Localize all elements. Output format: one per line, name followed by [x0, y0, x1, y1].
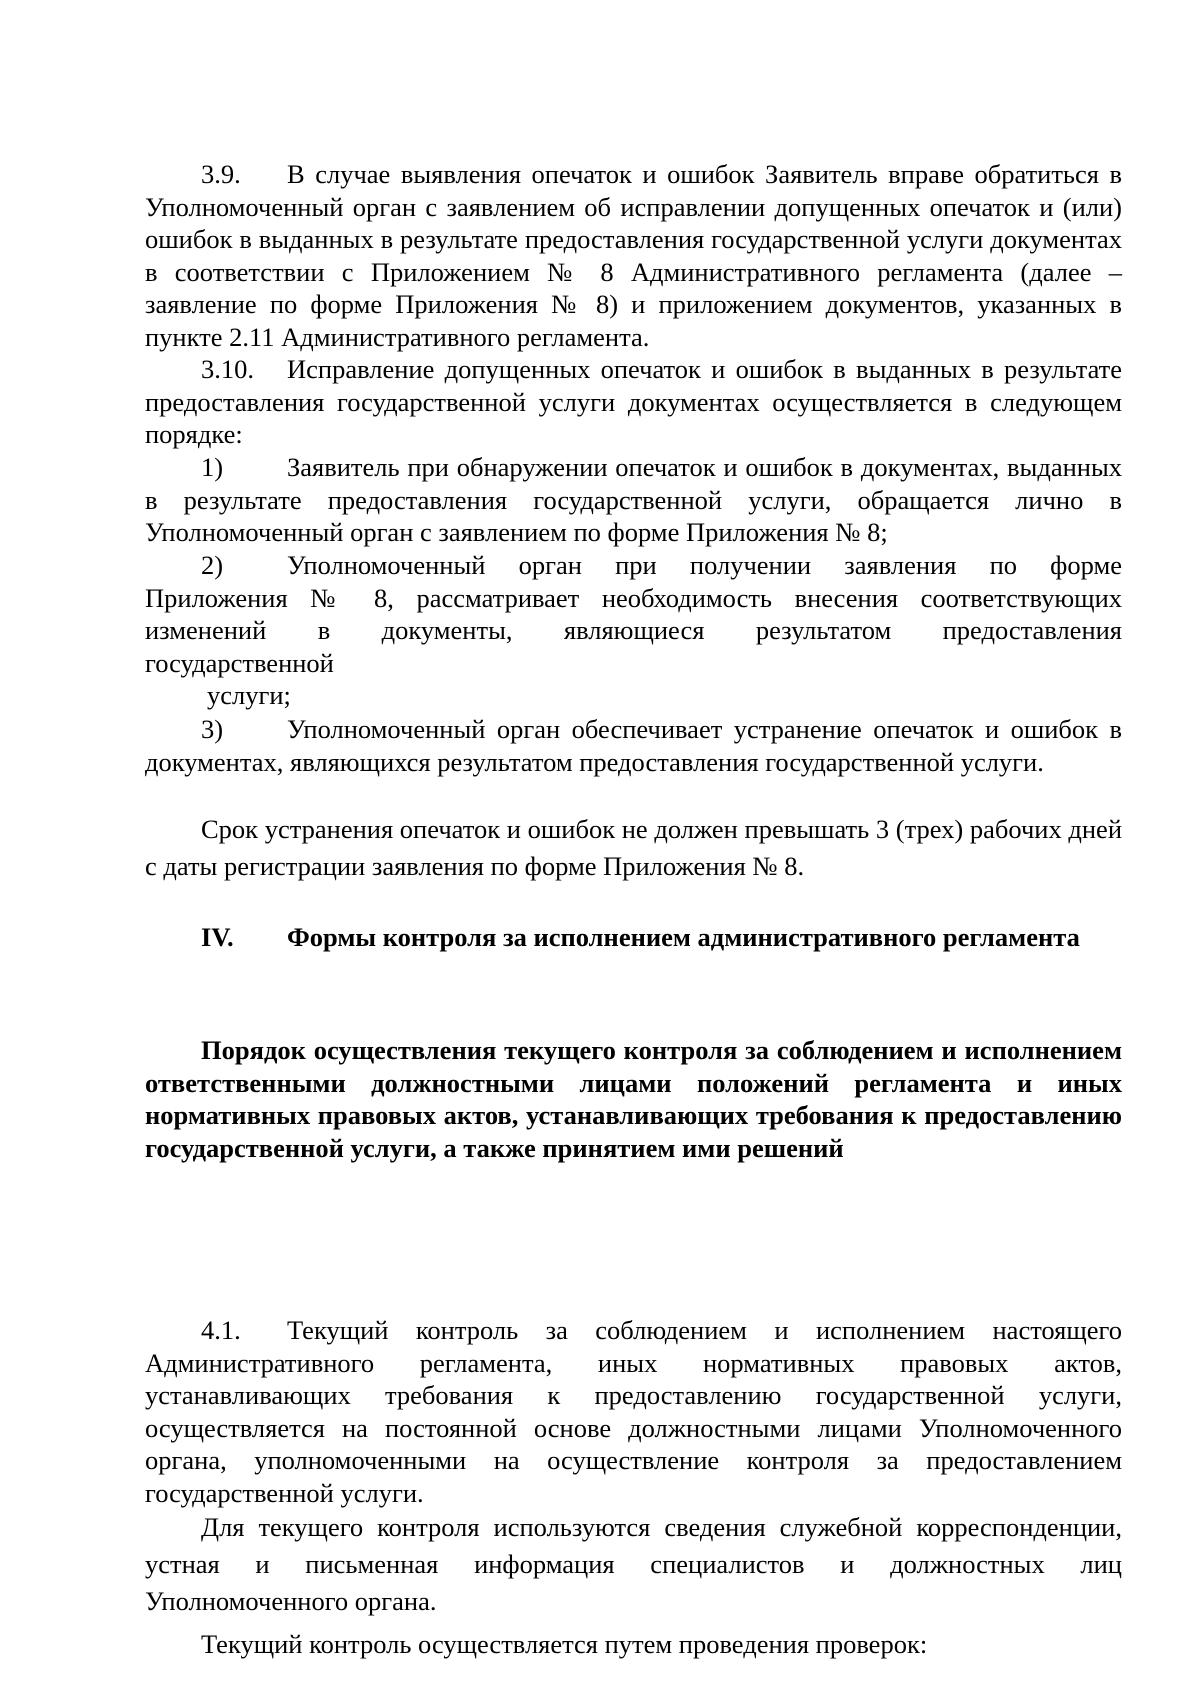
paragraph-text: Срок устранения опечаток и ошибок не должен превышать 3 (трех) рабочих дней с даты регистрации заявления по форме Приложения № 8. — [145, 814, 1122, 881]
paragraph-text: Для текущего контроля используются сведения служебной корреспонденции, устная и письменная информация специалистов и должностных лиц Уполномоченного органа. — [145, 1512, 1122, 1616]
paragraph-number: 3.10. — [201, 354, 254, 384]
paragraph-3-10 — [145, 353, 1122, 451]
list-item-1 — [145, 451, 1122, 549]
checks-paragraph — [145, 1628, 1122, 1661]
item-text: Заявитель при обнаружении опечаток и ошибок в документах, выданных в результате предоставления государственной услуги, обращается лично в Уполномоченный орган с заявлением по форме Приложения № 8; — [145, 452, 1122, 547]
paragraph-number: 3.9. — [201, 159, 241, 189]
item-number: 2) — [201, 550, 224, 580]
paragraph-text: В случае выявления опечаток и ошибок Заявитель вправе обратиться в Уполномоченный орган с заявлением об исправлении допущенных опечаток и (или) ошибок в выданных в результате предоставления государственной услуги документах в соответствии с Приложением № 8 Административного регламента (далее – заявление по форме Приложения № 8) и приложением документов, указанных в пункте 2.11 Административного регламента. — [145, 159, 1122, 352]
item-text: Уполномоченный орган обеспечивает устранение опечаток и ошибок в документах, являющихся результатом предоставления государственной услуги. — [145, 714, 1122, 777]
subsection-heading — [145, 1034, 1122, 1164]
deadline-paragraph — [145, 811, 1122, 885]
list-item-3 — [145, 713, 1122, 778]
item-number: 3) — [201, 714, 224, 744]
item-number: 1) — [201, 452, 224, 482]
item-text-line-2: Приложения № 8, рассматривает необходимость внесения соответствующих — [145, 582, 1122, 613]
list-item-2 — [145, 549, 1122, 712]
paragraph-text: Текущий контроль за соблюдением и исполнением настоящего Административного регламента, иных нормативных правовых актов, устанавливающих требования к предоставлению государственной услуги, осуществляется на постоянной основе должностными лицами Уполномоченного органа, уполномоченными на осуществление контроля за предоставлением государственной услуги. — [145, 1315, 1122, 1508]
item-line — [145, 549, 1122, 582]
item-text-line-4: государственной — [145, 647, 334, 678]
paragraph-text: Исправление допущенных опечаток и ошибок в выданных в результате предоставления государственной услуги документах осуществляется в следующем порядке: — [145, 354, 1122, 449]
item-text-line-3: изменений в документы, являющиеся результатом предоставления — [145, 615, 1122, 645]
subsection-title: Порядок осуществления текущего контроля за соблюдением и исполнением ответственными должностными лицами положений регламента и иных нормативных правовых актов, устанавливающих требования к предоставлению государственной услуги, а также принятием ими решений — [145, 1035, 1122, 1163]
item-text-line-5: услуги; — [207, 680, 291, 710]
sources-paragraph — [145, 1509, 1122, 1620]
paragraph-number: 4.1. — [201, 1315, 241, 1345]
paragraph-3-9 — [145, 158, 1122, 353]
section-title: Формы контроля за исполнением административного регламента — [287, 922, 1080, 952]
paragraph-4-1 — [145, 1314, 1122, 1509]
paragraph-text: Текущий контроль осуществляется путем проведения проверок: — [201, 1629, 928, 1659]
item-text-line-1: Уполномоченный орган при получении заявления по форме — [287, 550, 1122, 580]
section-number: IV. — [201, 922, 234, 952]
section-heading — [145, 921, 1122, 954]
